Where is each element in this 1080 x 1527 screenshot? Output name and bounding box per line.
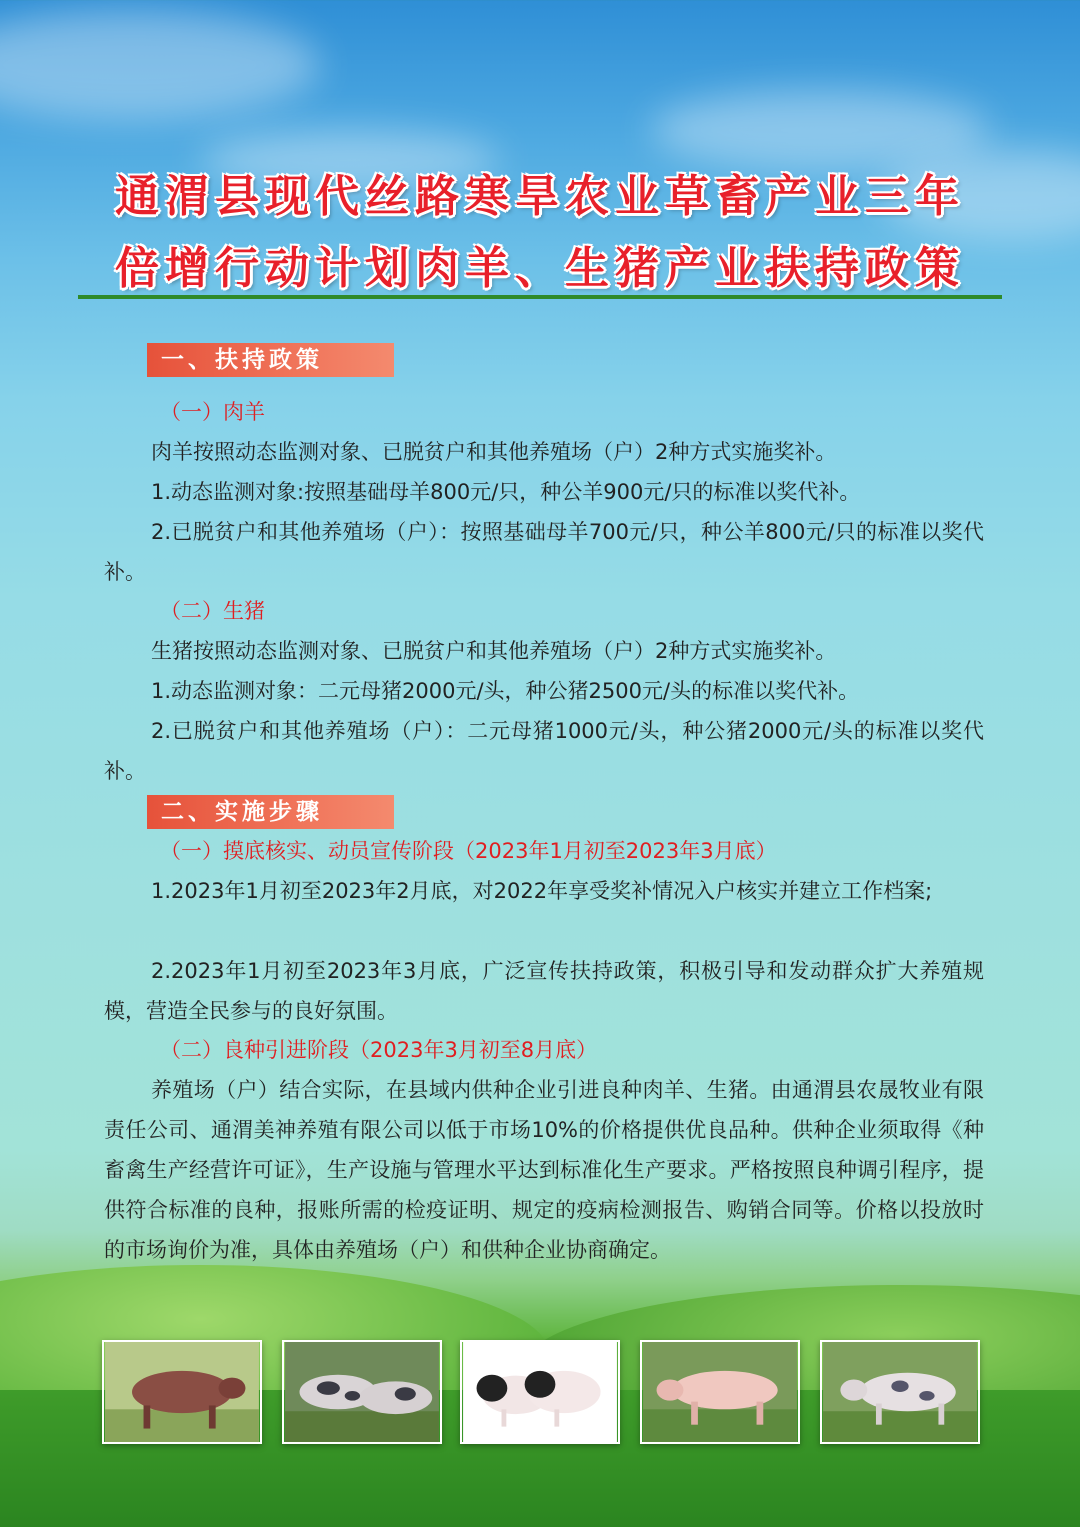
paragraph: 1.2023年1月初至2023年2月底，对2022年享受奖补情况入户核实并建立工作档案; xyxy=(151,879,933,903)
subheading-stage-1: （一）摸底核实、动员宣传阶段（2023年1月初至2023年3月底） xyxy=(160,839,777,863)
paragraph: 生猪按照动态监测对象、已脱贫户和其他养殖场（户）2种方式实施奖补。 xyxy=(151,639,837,663)
section-label-steps: 二、实施步骤 xyxy=(147,795,394,829)
page-title-line-2: 倍增行动计划肉羊、生猪产业扶持政策 xyxy=(115,243,965,294)
pig-photo-piglets xyxy=(460,1340,620,1444)
paragraph: 肉羊按照动态监测对象、已脱贫户和其他养殖场（户）2种方式实施奖补。 xyxy=(151,440,837,464)
pig-photo-red xyxy=(102,1340,262,1444)
pig-photo-spotted xyxy=(282,1340,442,1444)
paragraph: 2.已脱贫户和其他养殖场（户）：二元母猪1000元/头，种公猪2000元/头的标准以奖代补。 xyxy=(104,719,984,783)
subheading-pig: （二）生猪 xyxy=(160,599,265,623)
paragraph: 养殖场（户）结合实际，在县域内供种企业引进良种肉羊、生猪。由通渭县农晟牧业有限责任公司、通渭美神养殖有限公司以低于市场10%的价格提供优良品种。供种企业须取得《种畜禽生产经营许可证》，生产设施与管理水平达到标准化生产要求。严格按照良种调引程序，提供符合标准的良种，报账所需的检疫证明、规定的疫病检测报告、购销合同等。价格以投放时的市场询价为准，具体由养殖场（户）和供种企业协商确定。 xyxy=(104,1078,984,1262)
paragraph: 1.动态监测对象：二元母猪2000元/头，种公猪2500元/头的标准以奖代补。 xyxy=(151,679,860,703)
pig-photo-pietrain xyxy=(820,1340,980,1444)
subheading-stage-2: （二）良种引进阶段（2023年3月初至8月底） xyxy=(160,1038,598,1062)
paragraph: 2.已脱贫户和其他养殖场（户）：按照基础母羊700元/只，种公羊800元/只的标准以奖代补。 xyxy=(104,520,984,584)
paragraph: 1.动态监测对象:按照基础母羊800元/只，种公羊900元/只的标准以奖代补。 xyxy=(151,480,861,504)
subheading-sheep: （一）肉羊 xyxy=(160,400,265,424)
cloud xyxy=(0,10,320,120)
page-title-line-1: 通渭县现代丝路寒旱农业草畜产业三年 xyxy=(115,171,965,222)
pig-photo-landrace xyxy=(640,1340,800,1444)
paragraph: 2.2023年1月初至2023年3月底，广泛宣传扶持政策，积极引导和发动群众扩大养殖规模，营造全民参与的良好氛围。 xyxy=(104,959,984,1023)
title-divider xyxy=(78,295,1002,299)
section-label-policy: 一、扶持政策 xyxy=(147,343,394,377)
